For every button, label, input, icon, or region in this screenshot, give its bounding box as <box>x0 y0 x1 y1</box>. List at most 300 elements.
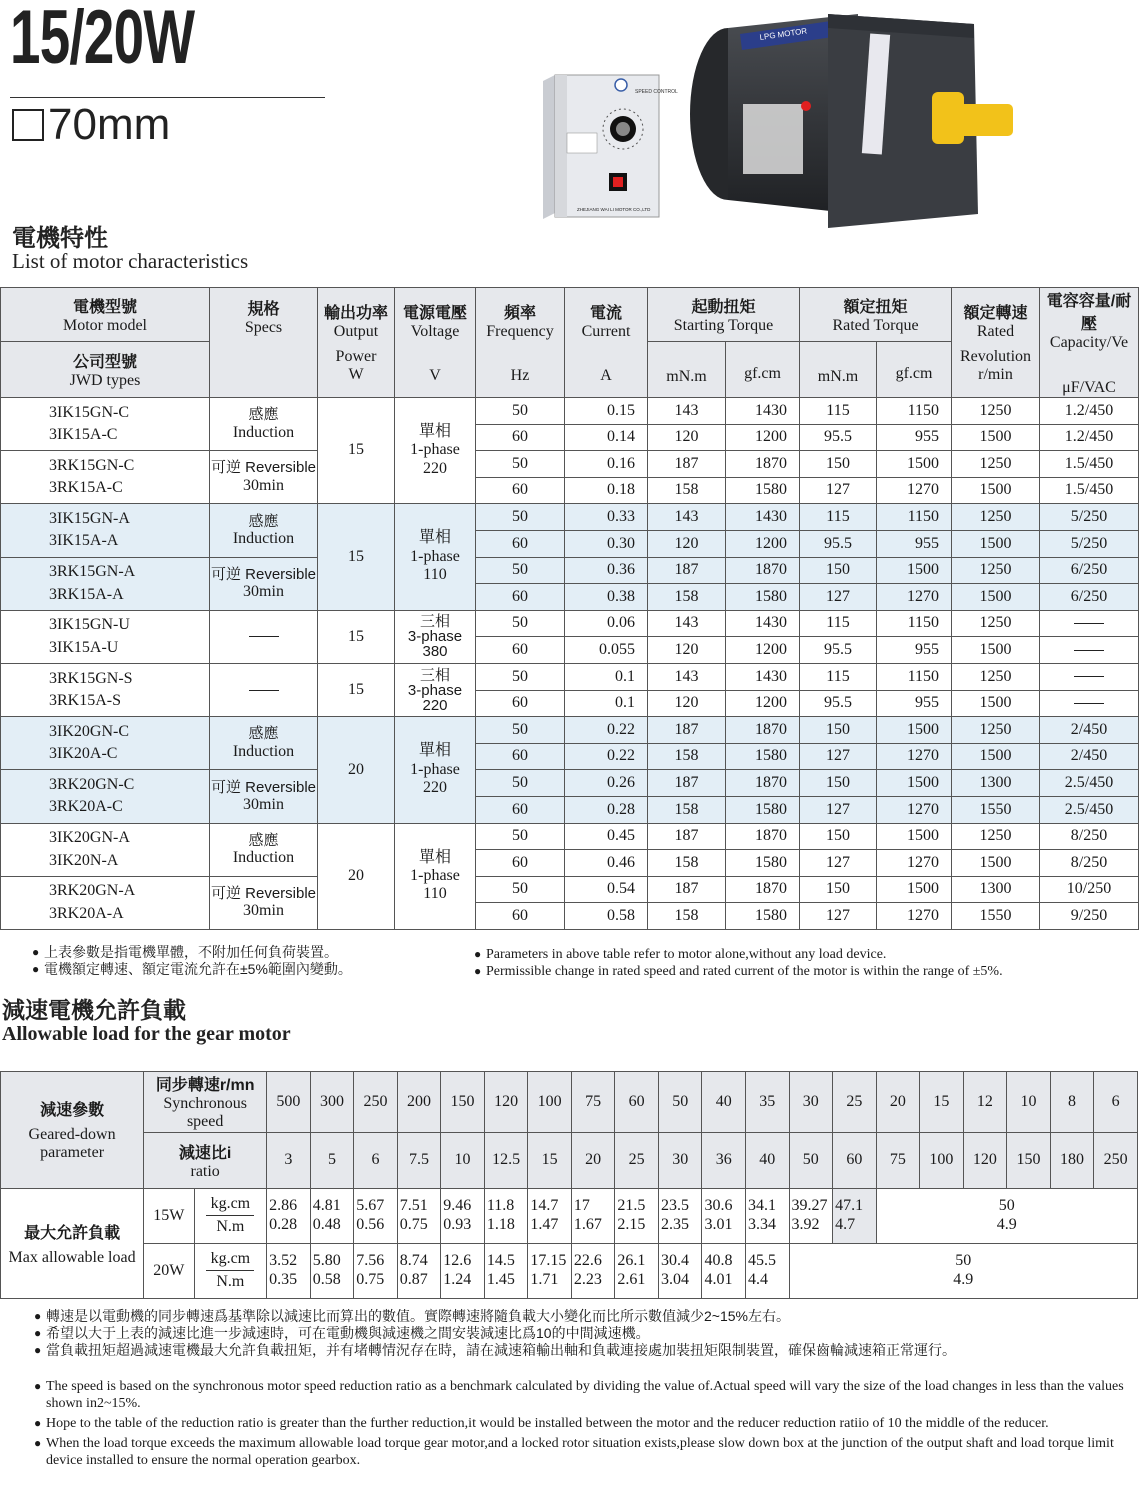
notes2-zh: ● 轉速是以電動機的同步轉速爲基準除以減速比而算出的數值。實際轉速將隨負載大小變化而比所示數值減少2~15%左右。 ● 希望以大于上表的減速比進一步減速時，可在電動機與減速機之間安裝減速比爲10的中間減速機。 ● 當負載扭矩超過減速電機最大允許負載扭矩，并有堵轉情況存在時，請在減速箱輸出軸和負載連接處加裝扭矩限制裝置，確保齒輪減速箱正常運行。 <box>34 1308 956 1358</box>
start-mnm-cell: 120 <box>648 637 726 664</box>
load-value-cell: 11.8 1.18 <box>484 1188 528 1243</box>
ratio-cell: 10 <box>441 1132 485 1188</box>
capacity-cell <box>1040 663 1139 690</box>
start-mnm-cell: 187 <box>648 770 726 797</box>
start-gfcm-cell: 1870 <box>726 451 800 478</box>
section2-title-en: Allowable load for the gear motor <box>2 1023 291 1045</box>
col-voltage: 電源電壓 Voltage V <box>395 288 476 398</box>
current-cell: 0.36 <box>565 557 648 584</box>
current-cell: 0.58 <box>565 903 648 930</box>
current-cell: 0.46 <box>565 850 648 877</box>
current-cell: 0.16 <box>565 451 648 478</box>
load-value-cell: 17 1.67 <box>571 1188 615 1243</box>
capacity-cell: 8/250 <box>1040 850 1139 877</box>
capacity-cell: 2.5/450 <box>1040 770 1139 797</box>
start-mnm-cell: 120 <box>648 690 726 717</box>
ratio-cell: 120 <box>963 1132 1007 1188</box>
col-starting-torque: 起動扭矩 Starting Torque <box>648 288 800 342</box>
current-cell: 0.38 <box>565 584 648 611</box>
sync-speed-cell: 100 <box>528 1072 572 1133</box>
note2-en-1: The speed is based on the synchronous motor speed reduction ratio as a benchmark calculated by dividing the value of.Actual speed will vary the size of the load changes in less than the values shown in2~15%. <box>46 1379 1124 1411</box>
voltage-cell: 單相 1-phase 110 <box>395 504 476 610</box>
rated-gfcm-cell: 1150 <box>877 504 952 531</box>
table-row <box>1 823 1139 850</box>
rated-mnm-cell: 127 <box>800 796 877 823</box>
load-value-cell: 30.6 3.01 <box>702 1188 746 1243</box>
motor-model-cell: 3RK15GN-C 3RK15A-C <box>1 451 210 504</box>
ratio-cell: 3 <box>267 1132 311 1188</box>
specs-cell: 感應 Induction <box>210 717 318 770</box>
speed-cell: 1300 <box>952 876 1040 903</box>
frequency-cell: 60 <box>476 850 565 877</box>
voltage-cell: 三相 3-phase 220 <box>395 663 476 716</box>
start-gfcm-cell: 1430 <box>726 504 800 531</box>
rated-mnm-cell: 150 <box>800 451 877 478</box>
specs-cell: 感應 Induction <box>210 504 318 557</box>
note2-zh-1: 轉速是以電動機的同步轉速爲基準除以減速比而算出的數值。實際轉速將隨負載大小變化而比所示數值減少2~15%左右。 <box>46 1308 790 1324</box>
max-load-header: 最大允許負載 Max allowable load <box>1 1188 144 1298</box>
motor-label: LPG MOTOR <box>759 26 808 42</box>
rated-gfcm-cell: 1500 <box>877 823 952 850</box>
speed-cell: 1250 <box>952 451 1040 478</box>
capacity-cell: 5/250 <box>1040 504 1139 531</box>
start-mnm-cell: 143 <box>648 610 726 637</box>
col-frequency: 頻率 Frequency Hz <box>476 288 565 398</box>
start-gfcm-cell: 1870 <box>726 557 800 584</box>
section1-title-en: List of motor characteristics <box>12 249 249 273</box>
current-cell: 0.14 <box>565 424 648 451</box>
sync-speed-cell: 8 <box>1050 1072 1094 1133</box>
unit-cell: kg.cm N.m <box>194 1188 267 1243</box>
capacity-cell: 8/250 <box>1040 823 1139 850</box>
rated-mnm-cell: 127 <box>800 477 877 504</box>
note2-zh-3: 當負載扭矩超過減速電機最大允許負載扭矩，并有堵轉情況存在時，請在減速箱輸出軸和負載連接處加裝扭矩限制裝置，確保齒輪減速箱正常運行。 <box>46 1342 956 1358</box>
current-cell: 0.26 <box>565 770 648 797</box>
voltage-cell: 單相 1-phase 220 <box>395 398 476 504</box>
sync-speed-cell: 10 <box>1007 1072 1051 1133</box>
load-row <box>1 1243 1138 1298</box>
capacity-cell <box>1040 690 1139 717</box>
rated-mnm-cell: 150 <box>800 717 877 744</box>
speed-cell: 1250 <box>952 717 1040 744</box>
frequency-cell: 60 <box>476 903 565 930</box>
current-cell: 0.33 <box>565 504 648 531</box>
specs-cell: 可逆 Reversible 30min <box>210 557 318 610</box>
note2-en-3: When the load torque exceeds the maximum allowable load torque gear motor,and a locked rotor situation exists,please slow down box at the junction of the output shaft and load torque limit device installed to ensure the normal operation gearbox. <box>46 1436 1114 1468</box>
motor-model-cell: 3RK20GN-A 3RK20A-A <box>1 876 210 929</box>
frame-size-value: 70mm <box>48 100 171 149</box>
speed-cell: 1500 <box>952 743 1040 770</box>
ratio-cell: 36 <box>702 1132 746 1188</box>
rated-gfcm-cell: 1270 <box>877 477 952 504</box>
square-icon <box>12 109 44 141</box>
sync-speed-cell: 35 <box>746 1072 790 1133</box>
specs-cell: 感應 Induction <box>210 398 318 451</box>
start-mnm-cell: 187 <box>648 451 726 478</box>
load-rest-cell: 50 4.9 <box>876 1188 1137 1243</box>
start-mnm-cell: 143 <box>648 504 726 531</box>
col-rated-speed: 額定轉速 Rated Revolution r/min <box>952 288 1040 398</box>
motor-model-cell: 3RK20GN-C 3RK20A-C <box>1 770 210 823</box>
load-value-cell: 5.67 0.56 <box>354 1188 398 1243</box>
capacity-cell: 10/250 <box>1040 876 1139 903</box>
specs-cell: 感應 Induction <box>210 823 318 876</box>
load-value-cell: 26.1 2.61 <box>615 1243 659 1298</box>
load-value-cell: 39.27 3.92 <box>789 1188 833 1243</box>
ratio-cell: 75 <box>876 1132 920 1188</box>
ratio-cell: 50 <box>789 1132 833 1188</box>
rated-gfcm-cell: 955 <box>877 637 952 664</box>
load-value-cell: 7.56 0.75 <box>354 1243 398 1298</box>
voltage-cell: 三相 3-phase 380 <box>395 610 476 663</box>
capacity-cell: 2/450 <box>1040 717 1139 744</box>
load-value-cell: 3.52 0.35 <box>267 1243 311 1298</box>
sync-speed-header: 同步轉速r/mn Synchronous speed <box>144 1072 267 1133</box>
speed-row <box>1 1072 1138 1133</box>
rated-mnm-cell: 115 <box>800 610 877 637</box>
dash-mark <box>1074 676 1104 677</box>
rated-gfcm-cell: 1270 <box>877 743 952 770</box>
start-gfcm-cell: 1870 <box>726 823 800 850</box>
start-gfcm-cell: 1580 <box>726 903 800 930</box>
output-power-cell: 20 <box>318 717 395 823</box>
start-unit-gfcm: gf.cm <box>726 342 800 398</box>
sync-speed-cell: 150 <box>441 1072 485 1133</box>
ratio-cell: 30 <box>658 1132 702 1188</box>
col-current: 電流 Current A <box>565 288 648 398</box>
capacity-cell: 1.2/450 <box>1040 424 1139 451</box>
speed-cell: 1250 <box>952 663 1040 690</box>
table-row <box>1 398 1139 425</box>
controller-label: SPEED CONTROL <box>635 89 678 95</box>
specs-cell: 可逆 Reversible 30min <box>210 770 318 823</box>
sync-speed-cell: 25 <box>833 1072 877 1133</box>
ratio-cell: 12.5 <box>484 1132 528 1188</box>
load-value-cell: 34.1 3.34 <box>746 1188 790 1243</box>
dash-mark <box>1074 650 1104 651</box>
speed-cell: 1500 <box>952 637 1040 664</box>
rated-gfcm-cell: 1500 <box>877 876 952 903</box>
rated-gfcm-cell: 1500 <box>877 770 952 797</box>
frequency-cell: 50 <box>476 451 565 478</box>
output-power-cell: 15 <box>318 398 395 504</box>
ratio-cell: 150 <box>1007 1132 1051 1188</box>
capacity-cell: 1.2/450 <box>1040 398 1139 425</box>
notes1-en: ● Parameters in above table refer to motor alone,without any load device. ● Permissible change in rated speed and rated current of the motor is within the range of ±5%. <box>474 947 1003 979</box>
rated-mnm-cell: 95.5 <box>800 690 877 717</box>
frequency-cell: 50 <box>476 717 565 744</box>
sync-speed-cell: 500 <box>267 1072 311 1133</box>
sync-speed-cell: 300 <box>310 1072 354 1133</box>
rated-gfcm-cell: 1270 <box>877 796 952 823</box>
start-gfcm-cell: 1870 <box>726 770 800 797</box>
speed-cell: 1500 <box>952 477 1040 504</box>
output-power-cell: 15 <box>318 663 395 716</box>
speed-controller-image <box>541 73 678 221</box>
col-specs: 規格 Specs <box>210 288 318 398</box>
load-value-cell: 7.51 0.75 <box>397 1188 441 1243</box>
capacity-cell: 5/250 <box>1040 530 1139 557</box>
frequency-cell: 50 <box>476 398 565 425</box>
ratio-cell: 6 <box>354 1132 398 1188</box>
rated-gfcm-cell: 1500 <box>877 451 952 478</box>
load-value-cell: 30.4 3.04 <box>658 1243 702 1298</box>
output-power-cell: 20 <box>318 823 395 929</box>
ratio-cell: 250 <box>1094 1132 1138 1188</box>
load-value-cell: 40.8 4.01 <box>702 1243 746 1298</box>
table-row <box>1 504 1139 531</box>
load-value-cell: 12.6 1.24 <box>441 1243 485 1298</box>
frequency-cell: 60 <box>476 584 565 611</box>
current-cell: 0.28 <box>565 796 648 823</box>
speed-cell: 1300 <box>952 770 1040 797</box>
rated-mnm-cell: 115 <box>800 398 877 425</box>
start-mnm-cell: 187 <box>648 876 726 903</box>
ratio-cell: 60 <box>833 1132 877 1188</box>
start-mnm-cell: 158 <box>648 743 726 770</box>
specs-cell: 可逆 Reversible 30min <box>210 876 318 929</box>
sync-speed-cell: 120 <box>484 1072 528 1133</box>
ratio-cell: 180 <box>1050 1132 1094 1188</box>
sync-speed-cell: 40 <box>702 1072 746 1133</box>
start-gfcm-cell: 1430 <box>726 610 800 637</box>
motor-model-cell: 3IK15GN-U 3IK15A-U <box>1 610 210 663</box>
start-gfcm-cell: 1580 <box>726 477 800 504</box>
current-cell: 0.06 <box>565 610 648 637</box>
output-power-cell: 15 <box>318 504 395 610</box>
ratio-header: 減速比i ratio <box>144 1132 267 1188</box>
start-gfcm-cell: 1580 <box>726 796 800 823</box>
sync-speed-cell: 60 <box>615 1072 659 1133</box>
speed-cell: 1500 <box>952 584 1040 611</box>
capacity-cell <box>1040 610 1139 637</box>
frequency-cell: 50 <box>476 504 565 531</box>
frequency-cell: 50 <box>476 610 565 637</box>
speed-cell: 1250 <box>952 398 1040 425</box>
rated-gfcm-cell: 1150 <box>877 663 952 690</box>
rated-unit-gfcm: gf.cm <box>877 342 952 398</box>
current-cell: 0.30 <box>565 530 648 557</box>
start-mnm-cell: 143 <box>648 398 726 425</box>
ratio-cell: 40 <box>746 1132 790 1188</box>
start-unit-mnm: mN.m <box>648 342 726 398</box>
sync-speed-cell: 50 <box>658 1072 702 1133</box>
motor-model-cell: 3RK15GN-A 3RK15A-A <box>1 557 210 610</box>
start-mnm-cell: 187 <box>648 557 726 584</box>
frame-size <box>12 100 170 150</box>
rated-mnm-cell: 127 <box>800 903 877 930</box>
rated-mnm-cell: 127 <box>800 743 877 770</box>
motor-model-cell: 3IK15GN-C 3IK15A-C <box>1 398 210 451</box>
start-mnm-cell: 158 <box>648 477 726 504</box>
rated-mnm-cell: 95.5 <box>800 637 877 664</box>
note1-en-2: Permissible change in rated speed and rated current of the motor is within the range of ±5%. <box>486 964 1003 979</box>
start-gfcm-cell: 1200 <box>726 530 800 557</box>
load-value-cell: 47.1 4.7 <box>833 1188 877 1243</box>
current-cell: 0.1 <box>565 690 648 717</box>
title-divider <box>10 97 325 98</box>
capacity-cell <box>1040 637 1139 664</box>
start-mnm-cell: 158 <box>648 903 726 930</box>
ratio-cell: 25 <box>615 1132 659 1188</box>
speed-cell: 1500 <box>952 530 1040 557</box>
controller-caption: ZHEJIANG WAI LI MOTOR CO.,LTD <box>577 207 651 212</box>
sync-speed-cell: 75 <box>571 1072 615 1133</box>
rated-mnm-cell: 150 <box>800 876 877 903</box>
rated-mnm-cell: 127 <box>800 850 877 877</box>
start-mnm-cell: 120 <box>648 530 726 557</box>
ratio-cell: 100 <box>920 1132 964 1188</box>
rated-mnm-cell: 95.5 <box>800 530 877 557</box>
start-mnm-cell: 187 <box>648 717 726 744</box>
current-cell: 0.18 <box>565 477 648 504</box>
start-mnm-cell: 158 <box>648 850 726 877</box>
power-label-cell: 15W <box>144 1188 194 1243</box>
load-value-cell: 45.5 4.4 <box>746 1243 790 1298</box>
rated-gfcm-cell: 1150 <box>877 398 952 425</box>
output-power-cell: 15 <box>318 610 395 663</box>
rated-gfcm-cell: 955 <box>877 424 952 451</box>
dash-mark <box>1074 703 1104 704</box>
note1-en-1: Parameters in above table refer to motor alone,without any load device. <box>486 947 887 962</box>
motor-model-cell: 3IK20GN-C 3IK20A-C <box>1 717 210 770</box>
start-mnm-cell: 158 <box>648 796 726 823</box>
table-row <box>1 770 1139 797</box>
load-value-cell: 9.46 0.93 <box>441 1188 485 1243</box>
sync-speed-cell: 6 <box>1094 1072 1138 1133</box>
note2-en-2: Hope to the table of the reduction ratio is greater than the further reduction,it would be installed between the motor and the reducer reduction ratiio of 10 the middle of the reducer. <box>46 1416 1049 1431</box>
speed-cell: 1500 <box>952 690 1040 717</box>
load-value-cell: 8.74 0.87 <box>397 1243 441 1298</box>
ratio-cell: 15 <box>528 1132 572 1188</box>
ratio-row <box>1 1132 1138 1188</box>
start-mnm-cell: 187 <box>648 823 726 850</box>
frequency-cell: 50 <box>476 557 565 584</box>
sync-speed-cell: 12 <box>963 1072 1007 1133</box>
table-row <box>1 557 1139 584</box>
frequency-cell: 60 <box>476 637 565 664</box>
load-value-cell: 17.15 1.71 <box>528 1243 572 1298</box>
motor-model-cell: 3IK20GN-A 3IK20N-A <box>1 823 210 876</box>
capacity-cell: 1.5/450 <box>1040 451 1139 478</box>
rated-gfcm-cell: 1270 <box>877 850 952 877</box>
note1-zh-1: 上表參數是指電機單體，不附加任何負荷裝置。 <box>44 944 338 960</box>
rated-gfcm-cell: 1150 <box>877 610 952 637</box>
start-gfcm-cell: 1580 <box>726 850 800 877</box>
col-model: 電機型號 Motor model <box>1 288 210 342</box>
voltage-cell: 單相 1-phase 110 <box>395 823 476 929</box>
ratio-cell: 20 <box>571 1132 615 1188</box>
rated-mnm-cell: 150 <box>800 557 877 584</box>
allowable-load-table <box>0 1071 1138 1299</box>
sync-speed-cell: 200 <box>397 1072 441 1133</box>
start-mnm-cell: 120 <box>648 424 726 451</box>
dash-mark <box>1074 623 1104 624</box>
current-cell: 0.1 <box>565 663 648 690</box>
motor-model-cell: 3RK15GN-S 3RK15A-S <box>1 663 210 716</box>
capacity-cell: 9/250 <box>1040 903 1139 930</box>
dash-mark <box>249 636 279 637</box>
start-mnm-cell: 158 <box>648 584 726 611</box>
geared-down-param-cell: 減速參數 Geared-down parameter <box>1 1072 144 1189</box>
rated-mnm-cell: 95.5 <box>800 424 877 451</box>
table-row <box>1 717 1139 744</box>
note1-zh-2: 電機額定轉速、額定電流允許在±5%範圍內變動。 <box>44 961 352 977</box>
ratio-cell: 7.5 <box>397 1132 441 1188</box>
current-cell: 0.15 <box>565 398 648 425</box>
speed-cell: 1550 <box>952 796 1040 823</box>
start-gfcm-cell: 1430 <box>726 398 800 425</box>
frequency-cell: 60 <box>476 530 565 557</box>
rated-gfcm-cell: 1270 <box>877 584 952 611</box>
speed-cell: 1500 <box>952 424 1040 451</box>
speed-cell: 1500 <box>952 850 1040 877</box>
table-row <box>1 610 1139 637</box>
rated-gfcm-cell: 1500 <box>877 557 952 584</box>
start-gfcm-cell: 1430 <box>726 663 800 690</box>
section1-title-zh: 電機特性 <box>12 225 108 252</box>
frequency-cell: 50 <box>476 663 565 690</box>
note2-zh-2: 希望以大于上表的減速比進一步減速時，可在電動機與減速機之間安裝減速比爲10的中間減速機。 <box>46 1325 650 1341</box>
speed-cell: 1250 <box>952 557 1040 584</box>
rated-gfcm-cell: 955 <box>877 530 952 557</box>
rated-gfcm-cell: 955 <box>877 690 952 717</box>
page-title: 15/20W <box>10 0 195 80</box>
speed-cell: 1250 <box>952 610 1040 637</box>
frequency-cell: 60 <box>476 477 565 504</box>
sync-speed-cell: 250 <box>354 1072 398 1133</box>
unit-cell: kg.cm N.m <box>194 1243 267 1298</box>
section2-title-zh: 減速電機允許負載 <box>2 997 186 1023</box>
capacity-cell: 2/450 <box>1040 743 1139 770</box>
speed-cell: 1250 <box>952 504 1040 531</box>
capacity-cell: 1.5/450 <box>1040 477 1139 504</box>
rated-mnm-cell: 115 <box>800 663 877 690</box>
current-cell: 0.055 <box>565 637 648 664</box>
speed-cell: 1550 <box>952 903 1040 930</box>
load-row <box>1 1188 1138 1243</box>
capacity-cell: 6/250 <box>1040 557 1139 584</box>
sync-speed-cell: 30 <box>789 1072 833 1133</box>
start-gfcm-cell: 1580 <box>726 584 800 611</box>
notes1-zh: ● 上表參數是指電機單體，不附加任何負荷裝置。 ● 電機額定轉速、額定電流允許在±5%範圍內變動。 <box>32 944 352 977</box>
motor-characteristics-table <box>0 287 1139 930</box>
rated-mnm-cell: 127 <box>800 584 877 611</box>
table-row <box>1 663 1139 690</box>
table-row <box>1 451 1139 478</box>
load-value-cell: 5.80 0.58 <box>310 1243 354 1298</box>
load-rest-cell: 50 4.9 <box>789 1243 1137 1298</box>
speed-cell: 1250 <box>952 823 1040 850</box>
rated-gfcm-cell: 1270 <box>877 903 952 930</box>
col-rated-torque: 額定扭矩 Rated Torque <box>800 288 952 342</box>
col-jwd: 公司型號 JWD types <box>1 342 210 398</box>
load-value-cell: 21.5 2.15 <box>615 1188 659 1243</box>
ratio-cell: 5 <box>310 1132 354 1188</box>
dash-mark <box>249 690 279 691</box>
current-cell: 0.22 <box>565 743 648 770</box>
col-capacity: 電容容量/耐壓 Capacity/Ve μF/VAC <box>1040 288 1139 398</box>
start-mnm-cell: 143 <box>648 663 726 690</box>
capacity-cell: 6/250 <box>1040 584 1139 611</box>
sync-speed-cell: 20 <box>876 1072 920 1133</box>
start-gfcm-cell: 1200 <box>726 424 800 451</box>
load-value-cell: 23.5 2.35 <box>658 1188 702 1243</box>
notes2-en: ● The speed is based on the synchronous motor speed reduction ratio as a benchmark calculated by dividing the value of.Actual speed will vary the size of the load changes in less than the values shown in2~15%. ● Hope to the table of the reduction ratio is greater than the further reduction,it would be installed between the motor and the reducer reduction ratiio of 10 the middle of the reducer. ● When the load torque exceeds the maximum allowable load torque gear motor,and a locked rotor situation exists,please slow down box at the junction of the output shaft and load torque limit device installed to ensure the normal operation gearbox. <box>34 1378 1134 1469</box>
rated-unit-mnm: mN.m <box>800 342 877 398</box>
frequency-cell: 50 <box>476 876 565 903</box>
frequency-cell: 50 <box>476 823 565 850</box>
